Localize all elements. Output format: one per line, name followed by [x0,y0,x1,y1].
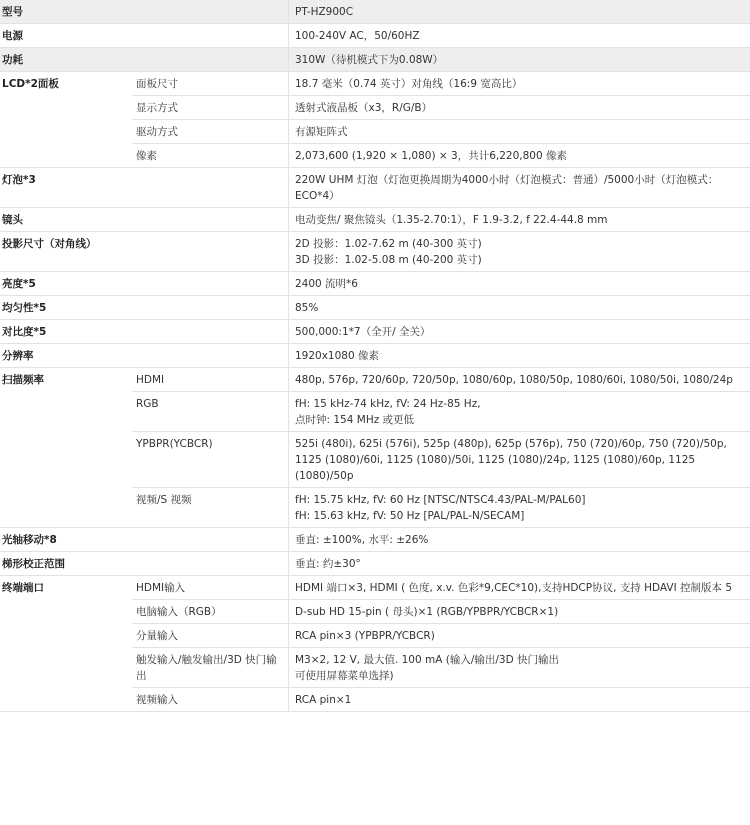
row-sublabel: 视频输入 [132,688,289,712]
row-value: PT-HZ900C [289,0,750,24]
table-row [0,320,750,344]
row-label: 对比度*5 [0,320,132,344]
table-row [0,208,750,232]
row-value: 透射式液晶板（x3，R/G/B） [289,96,750,120]
value-line: 可使用屏幕菜单选择) [295,670,394,682]
row-value: 85% [289,296,750,320]
row-value [289,392,750,432]
row-label: 梯形校正范围 [0,552,132,576]
row-sublabel [132,168,289,208]
row-value: RCA pin×3 (YPBPR/YCBCR) [289,624,750,648]
row-label: 分辨率 [0,344,132,368]
row-label: 均匀性*5 [0,296,132,320]
table-row [0,528,750,552]
row-sublabel: HDMI [132,368,289,392]
row-value: 500,000:1*7（全开/ 全关） [289,320,750,344]
row-label: 终端端口 [0,576,132,712]
row-value: 310W（待机模式下为0.08W） [289,48,750,72]
value-line: fH: 15.63 kHz, fV: 50 Hz [PAL/PAL-N/SECAM] [295,510,525,522]
table-row [0,232,750,272]
row-sublabel [132,24,289,48]
row-sublabel: YPBPR(YCBCR) [132,432,289,488]
row-label: 功耗 [0,48,132,72]
row-sublabel: RGB [132,392,289,432]
table-row [0,168,750,208]
row-value: 2400 流明*6 [289,272,750,296]
row-sublabel [132,272,289,296]
value-line: fH: 15.75 kHz, fV: 60 Hz [NTSC/NTSC4.43/PAL-M/PAL60] [295,494,586,506]
table-row [0,296,750,320]
table-row [0,344,750,368]
row-value: 电动变焦/ 聚焦镜头（1.35-2.70:1），F 1.9-3.2, f 22.4-44.8 mm [289,208,750,232]
row-sublabel [132,344,289,368]
row-value: 100-240V AC，50/60HZ [289,24,750,48]
row-label: 亮度*5 [0,272,132,296]
row-value: D-sub HD 15-pin ( 母头)×1 (RGB/YPBPR/YCBCR×1) [289,600,750,624]
row-sublabel [132,0,289,24]
row-sublabel: 分量输入 [132,624,289,648]
row-sublabel: 驱动方式 [132,120,289,144]
row-value [289,488,750,528]
row-value: HDMI 端口×3, HDMI ( 色度, x.v. 色彩*9,CEC*10),支持HDCP协议, 支持 HDAVI 控制版本 5 [289,576,750,600]
row-label: 型号 [0,0,132,24]
row-sublabel [132,232,289,272]
row-value: 1920x1080 像素 [289,344,750,368]
row-sublabel: 电脑输入（RGB） [132,600,289,624]
row-sublabel: HDMI输入 [132,576,289,600]
value-line: 2D 投影：1.02-7.62 m (40-300 英寸) [295,238,482,250]
table-row [0,0,750,24]
value-line: fH: 15 kHz-74 kHz, fV: 24 Hz-85 Hz, [295,398,481,410]
row-label: 投影尺寸（对角线） [0,232,132,272]
table-row [0,576,750,600]
row-label: 电源 [0,24,132,48]
row-sublabel [132,320,289,344]
row-sublabel [132,208,289,232]
row-value: 垂直: ±100%, 水平: ±26% [289,528,750,552]
table-row [0,552,750,576]
value-line: 点时钟: 154 MHz 或更低 [295,414,415,426]
row-label: 扫描频率 [0,368,132,528]
value-line: 3D 投影：1.02-5.08 m (40-200 英寸) [295,254,482,266]
value-line: M3×2, 12 V, 最大值. 100 mA (输入/输出/3D 快门输出 [295,654,560,666]
row-sublabel: 触发输入/触发输出/3D 快门输出 [132,648,289,688]
row-value: 2,073,600 (1,920 × 1,080) × 3，共计6,220,800 像素 [289,144,750,168]
row-label: 灯泡*3 [0,168,132,208]
row-label: LCD*2面板 [0,72,132,168]
row-value [289,232,750,272]
row-value: 有源矩阵式 [289,120,750,144]
row-value: 220W UHM 灯泡（灯泡更换周期为4000小时（灯泡模式：普通）/5000小时（灯泡模式：ECO*4） [289,168,750,208]
row-value: 垂直: 约±30° [289,552,750,576]
row-value: 18.7 毫米（0.74 英寸）对角线（16:9 宽高比） [289,72,750,96]
table-row [0,48,750,72]
row-sublabel: 显示方式 [132,96,289,120]
row-sublabel [132,48,289,72]
row-label: 光轴移动*8 [0,528,132,552]
row-sublabel [132,296,289,320]
row-value: 525i (480i), 625i (576i), 525p (480p), 625p (576p), 750 (720)/60p, 750 (720)/50p, 1125 (1080)/60i, 1125 (1080)/50i, 1125 (1080)/24p, 1125 (1080)/60p, 1125 (1080)/50p [289,432,750,488]
row-sublabel: 像素 [132,144,289,168]
row-value: RCA pin×1 [289,688,750,712]
row-sublabel: 面板尺寸 [132,72,289,96]
table-row [0,72,750,96]
table-row [0,24,750,48]
row-value: 480p, 576p, 720/60p, 720/50p, 1080/60p, 1080/50p, 1080/60i, 1080/50i, 1080/24p [289,368,750,392]
row-value [289,648,750,688]
row-label: 镜头 [0,208,132,232]
table-row [0,272,750,296]
row-sublabel [132,552,289,576]
row-sublabel [132,528,289,552]
table-row [0,368,750,392]
row-sublabel: 视频/S 视频 [132,488,289,528]
